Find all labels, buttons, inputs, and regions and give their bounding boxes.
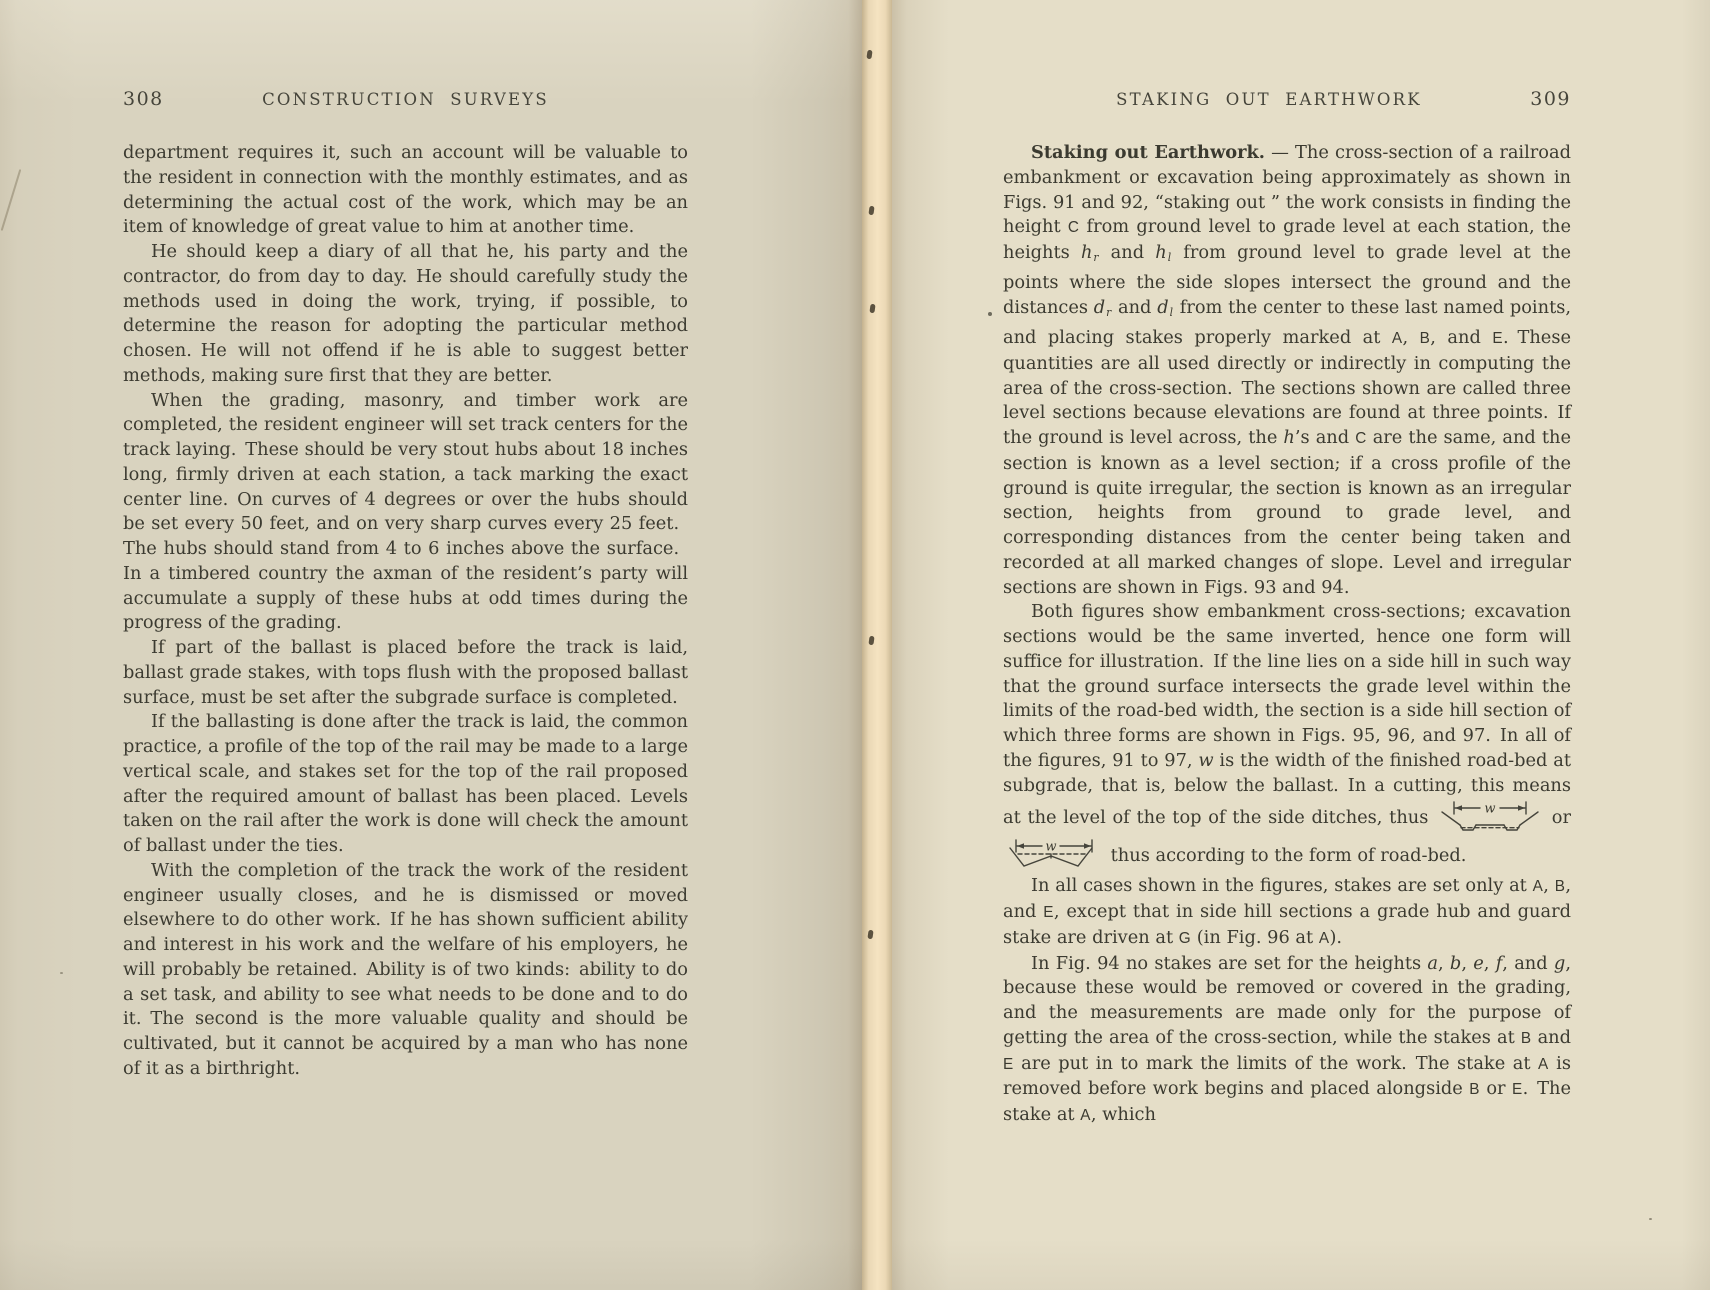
binding-speck: [868, 206, 874, 216]
paragraph: If part of the ballast is placed before the track is laid, ballast grade stakes, with tops flush with the proposed ballast surface, must be set after the subgrade surface is completed.: [123, 637, 688, 708]
running-header: CONSTRUCTION SURVEYS: [262, 90, 549, 109]
right-page: [892, 0, 1710, 1290]
binding-speck: [869, 304, 875, 314]
binding-speck: [866, 50, 872, 60]
paragraph: In all cases shown in the figures, stakes are set only at A, B, and E, except that in side hill sections a grade hub and guard stake are driven at G (in Fig. 96 at A).: [1003, 875, 1571, 948]
width-label: w: [1045, 839, 1057, 855]
paragraph: In Fig. 94 no stakes are set for the heights a, b, e, f, and g, because these would be removed or covered in the grading, and the measurements are made only for the purpose of getting the area of the cross-section, while the stakes at B and E are put in to mark the limits of the work. The stake at A is removed before work begins and placed alongside B or E. The stake at A, which: [1003, 952, 1572, 1126]
width-label: w: [1484, 801, 1496, 817]
paragraph: When the grading, masonry, and timber work are completed, the resident engineer will set track centers for the track laying. These should be very stout hubs about 18 inches long, firmly driven at each station, a tack marking the exact center line. On curves of 4 degrees or over the hubs should be set every 50 feet, and on very sharp curves every 25 feet. The hubs should stand from 4 to 6 inches above the surface. In a timbered country the axman of the resident’s party will accumulate a supply of these hubs at odd times during the progress of the grading.: [123, 389, 688, 634]
binding-gutter: [862, 0, 892, 1290]
paragraph: department requires it, such an account will be valuable to the resident in connection with the monthly estimates, and as determining the actual cost of the work, which may be an item of knowledge of great value to him at another time.: [123, 142, 688, 238]
paper-speck: [1649, 1218, 1652, 1220]
paragraph: With the completion of the track the work of the resident engineer usually closes, and he is dismissed or moved elsewhere to do other work. If he has shown sufficient ability and interest in his work and the welfare of his employers, he will probably be retained. Ability is of two kinds: ability to do a set task, and ability to see what needs to be done and to do it. The second is the more valuable quality and should be cultivated, but it cannot be acquired by a man who has none of it as a birthright.: [123, 859, 688, 1079]
binding-speck: [867, 930, 873, 940]
paper-scratch: [1, 169, 22, 231]
paragraph: He should keep a diary of all that he, his party and the contractor, do from day to day. He should carefully study the methods used in doing the work, trying, if possible, to determine the reason for adopting the particular method chosen. He will not offend if he is able to suggest better methods, making sure first that they are better.: [123, 241, 688, 386]
paper-speck: [1532, 612, 1534, 614]
crowned-roadbed-figure: [1008, 836, 1100, 874]
left-page-header: [123, 90, 688, 116]
running-header: STAKING OUT EARTHWORK: [1116, 90, 1422, 109]
binding-speck: [868, 636, 874, 646]
paragraph: If the ballasting is done after the track is laid, the common practice, a profile of the top of the rail may be made to a large vertical scale, and stakes set for the top of the rail proposed after the required amount of ballast has been placed. Levels taken on the rail after the work is done will check the amount of ballast under the ties.: [123, 711, 688, 856]
right-page-body: [1003, 141, 1571, 1129]
paragraph: Staking out Earthwork. — The cross-section of a railroad embankment or excavation being approximately as shown in Figs. 91 and 92, “staking out ” the work consists in finding the height C from ground level to grade level at each station, the heights hr and hl from ground level to grade level at the points where the side slopes intersect the ground and the distances dr and dl from the center to these last named points, and placing stakes properly marked at A, B, and E. These quantities are all used directly or indirectly in computing the area of the cross-section. The sections shown are called three level sections because elevations are found at three points. If the ground is level across, the h’s and C are the same, and the section is known as a level section; if a cross profile of the ground is quite irregular, the section is known as an irregular section, heights from ground to grade level, and corresponding distances from the center being taken and recorded at all marked changes of slope. Level and irregular sections are shown in Figs. 93 and 94.: [1003, 142, 1571, 598]
left-page-body: [123, 141, 688, 1082]
page-number: 309: [1530, 88, 1571, 110]
right-page-header: [1003, 90, 1571, 116]
paper-speck: [60, 972, 63, 974]
page-number: 308: [123, 88, 164, 110]
printing-dot: [988, 312, 992, 316]
paper-speck: [212, 446, 214, 448]
paragraph: Both figures show embankment cross-sections; excavation sections would be the same inverted, hence one form will suffice for illustration. If the line lies on a side hill in such way that the ground surface intersects the grade level within the limits of the road-bed width, the section is a side hill section of which three forms are shown in Figs. 95, 96, and 97. In all of the figures, 91 to 97, w is the width of the finished road-bed at subgrade, that is, below the ballast. In a cutting, this means at the level of the top of the side ditches, thus w or w thus according to the form of road-bed.: [1003, 600, 1571, 874]
side-ditch-roadbed-figure: [1440, 798, 1540, 836]
